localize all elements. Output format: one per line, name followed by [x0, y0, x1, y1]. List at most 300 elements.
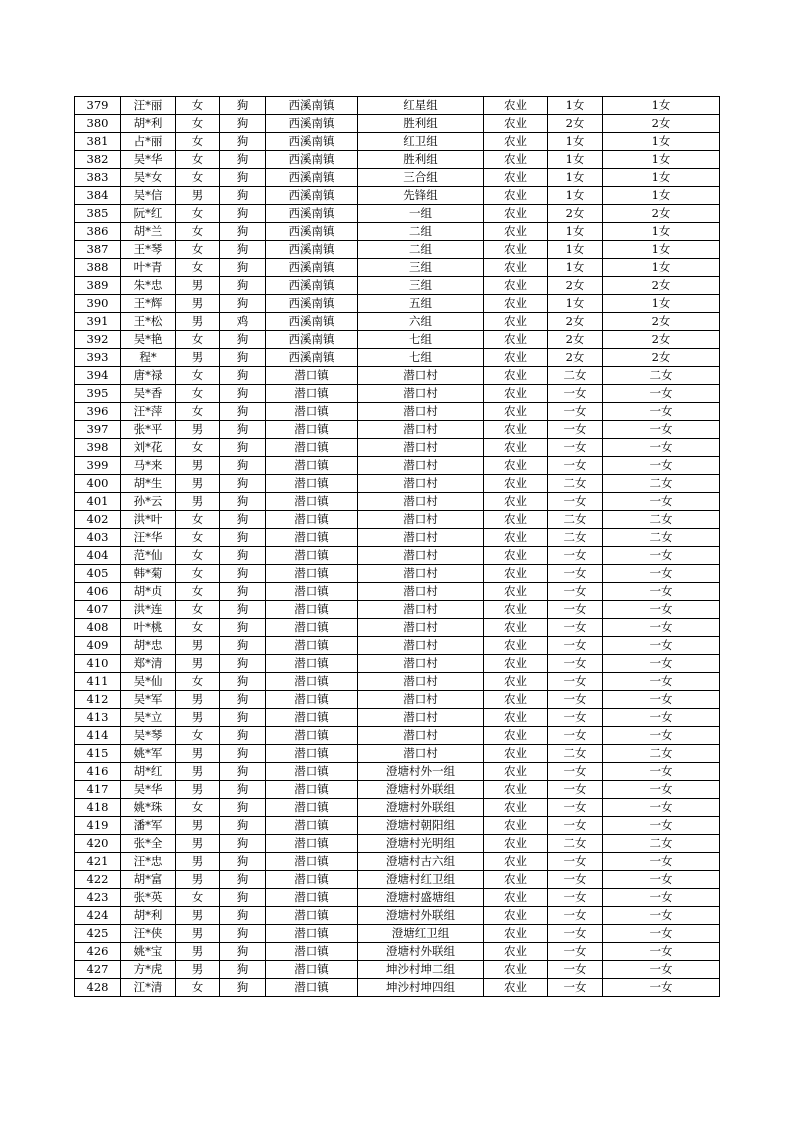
- children-cell: 二女: [548, 745, 603, 763]
- table-row: [75, 331, 720, 349]
- gender-cell: 女: [176, 403, 220, 421]
- children-confirmed-cell: 2女: [603, 205, 720, 223]
- town-cell: 潜口镇: [266, 637, 358, 655]
- table-row: [75, 547, 720, 565]
- town-cell: 潜口镇: [266, 763, 358, 781]
- gender-cell: 男: [176, 493, 220, 511]
- gender-cell: 男: [176, 457, 220, 475]
- household-type-cell: 农业: [484, 151, 548, 169]
- gender-cell: 男: [176, 421, 220, 439]
- zodiac-cell: 狗: [220, 403, 266, 421]
- gender-cell: 女: [176, 619, 220, 637]
- town-cell: 西溪南镇: [266, 97, 358, 115]
- name-cell: 胡*红: [121, 763, 176, 781]
- zodiac-cell: 狗: [220, 187, 266, 205]
- village-group-cell: 五组: [358, 295, 484, 313]
- village-group-cell: 潜口村: [358, 367, 484, 385]
- zodiac-cell: 狗: [220, 367, 266, 385]
- name-cell: 吴*仙: [121, 673, 176, 691]
- zodiac-cell: 狗: [220, 655, 266, 673]
- name-cell: 叶*桃: [121, 619, 176, 637]
- children-cell: 1女: [548, 187, 603, 205]
- zodiac-cell: 狗: [220, 457, 266, 475]
- village-group-cell: 潜口村: [358, 637, 484, 655]
- gender-cell: 女: [176, 889, 220, 907]
- name-cell: 孙*云: [121, 493, 176, 511]
- village-group-cell: 二组: [358, 223, 484, 241]
- name-cell: 张*全: [121, 835, 176, 853]
- zodiac-cell: 狗: [220, 97, 266, 115]
- children-cell: 一女: [548, 673, 603, 691]
- name-cell: 汪*侠: [121, 925, 176, 943]
- table-row: [75, 241, 720, 259]
- zodiac-cell: 狗: [220, 817, 266, 835]
- serial-cell: 419: [75, 817, 121, 835]
- serial-cell: 404: [75, 547, 121, 565]
- village-group-cell: 潜口村: [358, 493, 484, 511]
- table-row: [75, 97, 720, 115]
- household-type-cell: 农业: [484, 259, 548, 277]
- household-type-cell: 农业: [484, 277, 548, 295]
- serial-cell: 412: [75, 691, 121, 709]
- children-confirmed-cell: 2女: [603, 349, 720, 367]
- gender-cell: 男: [176, 745, 220, 763]
- table-row: [75, 259, 720, 277]
- village-group-cell: 先锋组: [358, 187, 484, 205]
- serial-cell: 381: [75, 133, 121, 151]
- gender-cell: 男: [176, 853, 220, 871]
- village-group-cell: 胜利组: [358, 151, 484, 169]
- zodiac-cell: 狗: [220, 349, 266, 367]
- gender-cell: 男: [176, 943, 220, 961]
- village-group-cell: 潜口村: [358, 547, 484, 565]
- table-row: [75, 907, 720, 925]
- town-cell: 西溪南镇: [266, 151, 358, 169]
- children-confirmed-cell: 2女: [603, 115, 720, 133]
- children-confirmed-cell: 1女: [603, 151, 720, 169]
- table-row: [75, 637, 720, 655]
- serial-cell: 416: [75, 763, 121, 781]
- children-confirmed-cell: 一女: [603, 421, 720, 439]
- household-type-cell: 农业: [484, 781, 548, 799]
- children-confirmed-cell: 1女: [603, 295, 720, 313]
- name-cell: 江*清: [121, 979, 176, 997]
- table-row: [75, 457, 720, 475]
- children-cell: 二女: [548, 475, 603, 493]
- town-cell: 西溪南镇: [266, 223, 358, 241]
- village-group-cell: 红卫组: [358, 133, 484, 151]
- table-row: [75, 205, 720, 223]
- gender-cell: 男: [176, 637, 220, 655]
- name-cell: 汪*忠: [121, 853, 176, 871]
- gender-cell: 女: [176, 169, 220, 187]
- children-confirmed-cell: 一女: [603, 889, 720, 907]
- zodiac-cell: 狗: [220, 691, 266, 709]
- serial-cell: 399: [75, 457, 121, 475]
- children-cell: 一女: [548, 961, 603, 979]
- name-cell: 胡*利: [121, 907, 176, 925]
- household-type-cell: 农业: [484, 385, 548, 403]
- serial-cell: 390: [75, 295, 121, 313]
- children-confirmed-cell: 一女: [603, 439, 720, 457]
- children-cell: 一女: [548, 601, 603, 619]
- children-confirmed-cell: 一女: [603, 961, 720, 979]
- town-cell: 西溪南镇: [266, 169, 358, 187]
- zodiac-cell: 狗: [220, 277, 266, 295]
- children-cell: 二女: [548, 511, 603, 529]
- children-cell: 2女: [548, 349, 603, 367]
- zodiac-cell: 狗: [220, 331, 266, 349]
- name-cell: 刘*花: [121, 439, 176, 457]
- serial-cell: 411: [75, 673, 121, 691]
- table-row: [75, 817, 720, 835]
- zodiac-cell: 狗: [220, 619, 266, 637]
- children-cell: 一女: [548, 637, 603, 655]
- table-row: [75, 601, 720, 619]
- table-row: [75, 673, 720, 691]
- children-cell: 1女: [548, 223, 603, 241]
- children-confirmed-cell: 1女: [603, 169, 720, 187]
- serial-cell: 418: [75, 799, 121, 817]
- name-cell: 韩*菊: [121, 565, 176, 583]
- table-row: [75, 223, 720, 241]
- village-group-cell: 澄塘村古六组: [358, 853, 484, 871]
- town-cell: 西溪南镇: [266, 187, 358, 205]
- household-type-cell: 农业: [484, 979, 548, 997]
- table-row: [75, 781, 720, 799]
- household-type-cell: 农业: [484, 583, 548, 601]
- name-cell: 张*平: [121, 421, 176, 439]
- zodiac-cell: 狗: [220, 151, 266, 169]
- serial-cell: 428: [75, 979, 121, 997]
- table-row: [75, 385, 720, 403]
- zodiac-cell: 狗: [220, 763, 266, 781]
- village-group-cell: 澄塘村外联组: [358, 781, 484, 799]
- children-cell: 1女: [548, 259, 603, 277]
- household-type-cell: 农业: [484, 331, 548, 349]
- gender-cell: 男: [176, 763, 220, 781]
- zodiac-cell: 狗: [220, 115, 266, 133]
- household-type-cell: 农业: [484, 673, 548, 691]
- children-cell: 一女: [548, 385, 603, 403]
- children-confirmed-cell: 一女: [603, 583, 720, 601]
- household-type-cell: 农业: [484, 457, 548, 475]
- household-type-cell: 农业: [484, 601, 548, 619]
- children-confirmed-cell: 一女: [603, 799, 720, 817]
- serial-cell: 410: [75, 655, 121, 673]
- name-cell: 王*琴: [121, 241, 176, 259]
- serial-cell: 392: [75, 331, 121, 349]
- name-cell: 马*来: [121, 457, 176, 475]
- children-cell: 1女: [548, 133, 603, 151]
- table-row: [75, 745, 720, 763]
- serial-cell: 421: [75, 853, 121, 871]
- name-cell: 吴*女: [121, 169, 176, 187]
- name-cell: 胡*富: [121, 871, 176, 889]
- serial-cell: 393: [75, 349, 121, 367]
- gender-cell: 女: [176, 979, 220, 997]
- table-row: [75, 763, 720, 781]
- serial-cell: 400: [75, 475, 121, 493]
- household-type-cell: 农业: [484, 835, 548, 853]
- serial-cell: 405: [75, 565, 121, 583]
- children-confirmed-cell: 一女: [603, 979, 720, 997]
- gender-cell: 女: [176, 205, 220, 223]
- zodiac-cell: 狗: [220, 961, 266, 979]
- household-type-cell: 农业: [484, 367, 548, 385]
- name-cell: 叶*青: [121, 259, 176, 277]
- children-confirmed-cell: 2女: [603, 331, 720, 349]
- village-group-cell: 潜口村: [358, 529, 484, 547]
- household-type-cell: 农业: [484, 403, 548, 421]
- children-confirmed-cell: 二女: [603, 475, 720, 493]
- zodiac-cell: 狗: [220, 223, 266, 241]
- zodiac-cell: 鸡: [220, 313, 266, 331]
- zodiac-cell: 狗: [220, 943, 266, 961]
- name-cell: 吴*华: [121, 151, 176, 169]
- registry-table: [74, 96, 720, 997]
- town-cell: 西溪南镇: [266, 295, 358, 313]
- town-cell: 潜口镇: [266, 835, 358, 853]
- children-confirmed-cell: 一女: [603, 457, 720, 475]
- gender-cell: 男: [176, 295, 220, 313]
- children-confirmed-cell: 1女: [603, 223, 720, 241]
- children-confirmed-cell: 1女: [603, 187, 720, 205]
- gender-cell: 男: [176, 475, 220, 493]
- children-confirmed-cell: 一女: [603, 727, 720, 745]
- children-cell: 一女: [548, 457, 603, 475]
- town-cell: 潜口镇: [266, 799, 358, 817]
- children-confirmed-cell: 二女: [603, 835, 720, 853]
- gender-cell: 男: [176, 907, 220, 925]
- town-cell: 西溪南镇: [266, 313, 358, 331]
- village-group-cell: 二组: [358, 241, 484, 259]
- village-group-cell: 坤沙村坤四组: [358, 979, 484, 997]
- children-cell: 一女: [548, 925, 603, 943]
- town-cell: 潜口镇: [266, 853, 358, 871]
- village-group-cell: 潜口村: [358, 727, 484, 745]
- children-confirmed-cell: 一女: [603, 547, 720, 565]
- children-cell: 1女: [548, 241, 603, 259]
- serial-cell: 415: [75, 745, 121, 763]
- children-confirmed-cell: 一女: [603, 907, 720, 925]
- gender-cell: 女: [176, 223, 220, 241]
- children-confirmed-cell: 一女: [603, 601, 720, 619]
- children-confirmed-cell: 一女: [603, 817, 720, 835]
- name-cell: 王*松: [121, 313, 176, 331]
- zodiac-cell: 狗: [220, 475, 266, 493]
- children-cell: 一女: [548, 763, 603, 781]
- zodiac-cell: 狗: [220, 169, 266, 187]
- zodiac-cell: 狗: [220, 709, 266, 727]
- village-group-cell: 潜口村: [358, 457, 484, 475]
- children-cell: 一女: [548, 817, 603, 835]
- village-group-cell: 六组: [358, 313, 484, 331]
- serial-cell: 388: [75, 259, 121, 277]
- children-cell: 2女: [548, 277, 603, 295]
- children-cell: 1女: [548, 295, 603, 313]
- serial-cell: 413: [75, 709, 121, 727]
- village-group-cell: 潜口村: [358, 745, 484, 763]
- zodiac-cell: 狗: [220, 835, 266, 853]
- town-cell: 潜口镇: [266, 493, 358, 511]
- name-cell: 姚*宝: [121, 943, 176, 961]
- gender-cell: 男: [176, 187, 220, 205]
- table-row: [75, 655, 720, 673]
- household-type-cell: 农业: [484, 889, 548, 907]
- town-cell: 西溪南镇: [266, 133, 358, 151]
- town-cell: 潜口镇: [266, 889, 358, 907]
- serial-cell: 384: [75, 187, 121, 205]
- table-row: [75, 979, 720, 997]
- serial-cell: 408: [75, 619, 121, 637]
- children-cell: 一女: [548, 403, 603, 421]
- serial-cell: 386: [75, 223, 121, 241]
- household-type-cell: 农业: [484, 421, 548, 439]
- household-type-cell: 农业: [484, 691, 548, 709]
- household-type-cell: 农业: [484, 745, 548, 763]
- name-cell: 姚*珠: [121, 799, 176, 817]
- children-confirmed-cell: 一女: [603, 403, 720, 421]
- name-cell: 汪*丽: [121, 97, 176, 115]
- name-cell: 胡*忠: [121, 637, 176, 655]
- household-type-cell: 农业: [484, 619, 548, 637]
- children-cell: 2女: [548, 331, 603, 349]
- serial-cell: 406: [75, 583, 121, 601]
- village-group-cell: 胜利组: [358, 115, 484, 133]
- zodiac-cell: 狗: [220, 421, 266, 439]
- gender-cell: 女: [176, 529, 220, 547]
- children-cell: 一女: [548, 691, 603, 709]
- name-cell: 张*英: [121, 889, 176, 907]
- town-cell: 潜口镇: [266, 943, 358, 961]
- serial-cell: 403: [75, 529, 121, 547]
- town-cell: 潜口镇: [266, 367, 358, 385]
- serial-cell: 414: [75, 727, 121, 745]
- children-confirmed-cell: 一女: [603, 673, 720, 691]
- table-row: [75, 295, 720, 313]
- zodiac-cell: 狗: [220, 925, 266, 943]
- town-cell: 西溪南镇: [266, 349, 358, 367]
- household-type-cell: 农业: [484, 493, 548, 511]
- household-type-cell: 农业: [484, 709, 548, 727]
- children-cell: 一女: [548, 871, 603, 889]
- children-cell: 一女: [548, 853, 603, 871]
- children-confirmed-cell: 一女: [603, 925, 720, 943]
- name-cell: 胡*兰: [121, 223, 176, 241]
- town-cell: 潜口镇: [266, 925, 358, 943]
- household-type-cell: 农业: [484, 223, 548, 241]
- village-group-cell: 潜口村: [358, 439, 484, 457]
- registry-table-container: [74, 96, 719, 997]
- table-row: [75, 709, 720, 727]
- zodiac-cell: 狗: [220, 511, 266, 529]
- gender-cell: 女: [176, 367, 220, 385]
- household-type-cell: 农业: [484, 187, 548, 205]
- town-cell: 潜口镇: [266, 709, 358, 727]
- serial-cell: 394: [75, 367, 121, 385]
- children-cell: 一女: [548, 619, 603, 637]
- gender-cell: 男: [176, 871, 220, 889]
- village-group-cell: 澄塘村朝阳组: [358, 817, 484, 835]
- children-cell: 一女: [548, 655, 603, 673]
- serial-cell: 380: [75, 115, 121, 133]
- gender-cell: 女: [176, 583, 220, 601]
- village-group-cell: 七组: [358, 331, 484, 349]
- town-cell: 西溪南镇: [266, 277, 358, 295]
- serial-cell: 391: [75, 313, 121, 331]
- children-confirmed-cell: 二女: [603, 529, 720, 547]
- name-cell: 方*虎: [121, 961, 176, 979]
- village-group-cell: 澄塘村红卫组: [358, 871, 484, 889]
- serial-cell: 426: [75, 943, 121, 961]
- children-cell: 二女: [548, 835, 603, 853]
- zodiac-cell: 狗: [220, 871, 266, 889]
- table-row: [75, 493, 720, 511]
- serial-cell: 398: [75, 439, 121, 457]
- children-confirmed-cell: 一女: [603, 709, 720, 727]
- town-cell: 潜口镇: [266, 565, 358, 583]
- zodiac-cell: 狗: [220, 745, 266, 763]
- town-cell: 潜口镇: [266, 385, 358, 403]
- serial-cell: 387: [75, 241, 121, 259]
- table-row: [75, 313, 720, 331]
- village-group-cell: 澄塘村外联组: [358, 943, 484, 961]
- children-cell: 一女: [548, 943, 603, 961]
- name-cell: 潘*军: [121, 817, 176, 835]
- town-cell: 潜口镇: [266, 529, 358, 547]
- serial-cell: 395: [75, 385, 121, 403]
- household-type-cell: 农业: [484, 565, 548, 583]
- gender-cell: 男: [176, 835, 220, 853]
- children-cell: 一女: [548, 979, 603, 997]
- children-cell: 一女: [548, 781, 603, 799]
- village-group-cell: 澄塘村光明组: [358, 835, 484, 853]
- gender-cell: 男: [176, 655, 220, 673]
- gender-cell: 女: [176, 385, 220, 403]
- children-confirmed-cell: 1女: [603, 259, 720, 277]
- table-row: [75, 727, 720, 745]
- gender-cell: 女: [176, 547, 220, 565]
- children-confirmed-cell: 1女: [603, 241, 720, 259]
- household-type-cell: 农业: [484, 655, 548, 673]
- serial-cell: 424: [75, 907, 121, 925]
- household-type-cell: 农业: [484, 871, 548, 889]
- town-cell: 潜口镇: [266, 403, 358, 421]
- village-group-cell: 澄塘红卫组: [358, 925, 484, 943]
- table-row: [75, 529, 720, 547]
- children-cell: 一女: [548, 493, 603, 511]
- gender-cell: 男: [176, 691, 220, 709]
- zodiac-cell: 狗: [220, 547, 266, 565]
- table-row: [75, 169, 720, 187]
- zodiac-cell: 狗: [220, 133, 266, 151]
- village-group-cell: 潜口村: [358, 673, 484, 691]
- children-cell: 一女: [548, 583, 603, 601]
- town-cell: 西溪南镇: [266, 259, 358, 277]
- name-cell: 吴*香: [121, 385, 176, 403]
- table-row: [75, 277, 720, 295]
- name-cell: 唐*禄: [121, 367, 176, 385]
- household-type-cell: 农业: [484, 853, 548, 871]
- children-confirmed-cell: 一女: [603, 619, 720, 637]
- village-group-cell: 三合组: [358, 169, 484, 187]
- children-confirmed-cell: 一女: [603, 871, 720, 889]
- table-row: [75, 115, 720, 133]
- household-type-cell: 农业: [484, 763, 548, 781]
- household-type-cell: 农业: [484, 295, 548, 313]
- gender-cell: 女: [176, 565, 220, 583]
